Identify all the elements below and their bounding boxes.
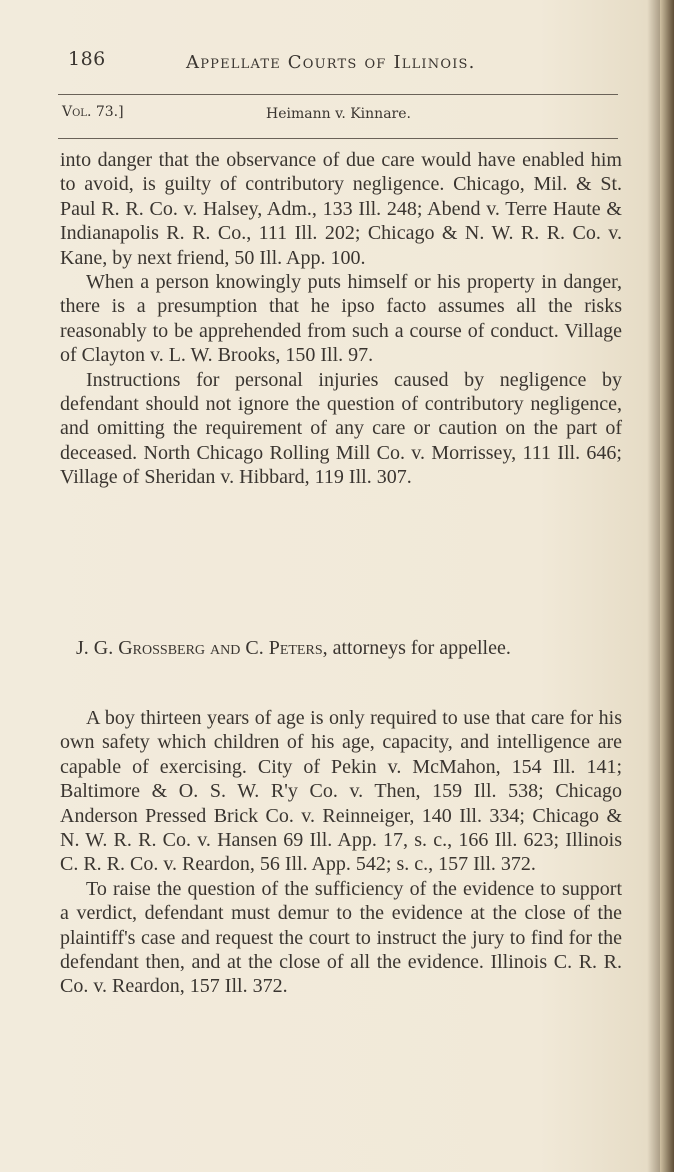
case-title: Heimann v. Kinnare. <box>266 106 411 122</box>
attorney-role: attorneys for appellee. <box>332 637 511 659</box>
volume-label: Vol. 73.] <box>62 104 124 120</box>
header-rule-bottom <box>58 138 618 139</box>
attorneys-line <box>58 636 624 661</box>
header-rule-top <box>58 94 618 95</box>
paragraph-contributory-negligence: into danger that the observance of due care would have enabled him to avoid, is guilty of contributory negligence. Chicago, Mil. & St. Paul R. R. Co. v. Halsey, Adm., 133 Ill. 248; Abend v. Terre Haute & Indianapolis R. R. Co., 111 Ill. 202; Chicago & N. W. R. R. Co. v. Kane, by next friend, 50 Ill. App. 100. <box>60 149 622 269</box>
page-edge-shadow <box>660 0 674 1172</box>
text-block-bottom <box>60 706 622 999</box>
text-block-top <box>60 148 622 490</box>
paragraph-assumed-risk: When a person knowingly puts himself or his property in danger, there is a presumption that he ipso facto assumes all the risks reasonably to be apprehended from such a course of conduct. Village of Clayton v. L. W. Brooks, 150 Ill. 97. <box>60 271 622 367</box>
running-head: Appellate Courts of Illinois. <box>186 52 476 73</box>
paragraph-child-care: A boy thirteen years of age is only required to use that care for his own safety which children of his age, capacity, and intelligence are capable of exercising. City of Pekin v. McMahon, 154 Ill. 141; Baltimore & O. S. W. R'y Co. v. Then, 159 Ill. 538; Chicago Anderson Pressed Brick Co. v. Reinneiger, 140 Ill. 334; Chicago & N. W. R. R. Co. v. Hansen 69 Ill. App. 17, s. c., 166 Ill. 623; Illinois C. R. R. Co. v. Reardon, 56 Ill. App. 542; s. c., 157 Ill. 372. <box>60 707 622 876</box>
attorney-names: J. G. Grossberg and C. Peters, <box>76 637 328 659</box>
page-number: 186 <box>68 48 106 70</box>
paragraph-instructions: Instructions for personal injuries caused by negligence by defendant should not ignore the question of contributory negligence, and omitting the requirement of any care or caution on the part of deceased. North Chicago Rolling Mill Co. v. Morrissey, 111 Ill. 646; Village of Sheridan v. Hibbard, 119 Ill. 307. <box>60 368 622 489</box>
paragraph-demur-evidence: To raise the question of the sufficiency of the evidence to support a verdict, defendant must demur to the evidence at the close of the plaintiff's case and request the court to instruct the jury to find for the defendant then, and at the close of all the evidence. Illinois C. R. R. Co. v. Reardon, 157 Ill. 372. <box>60 877 622 998</box>
